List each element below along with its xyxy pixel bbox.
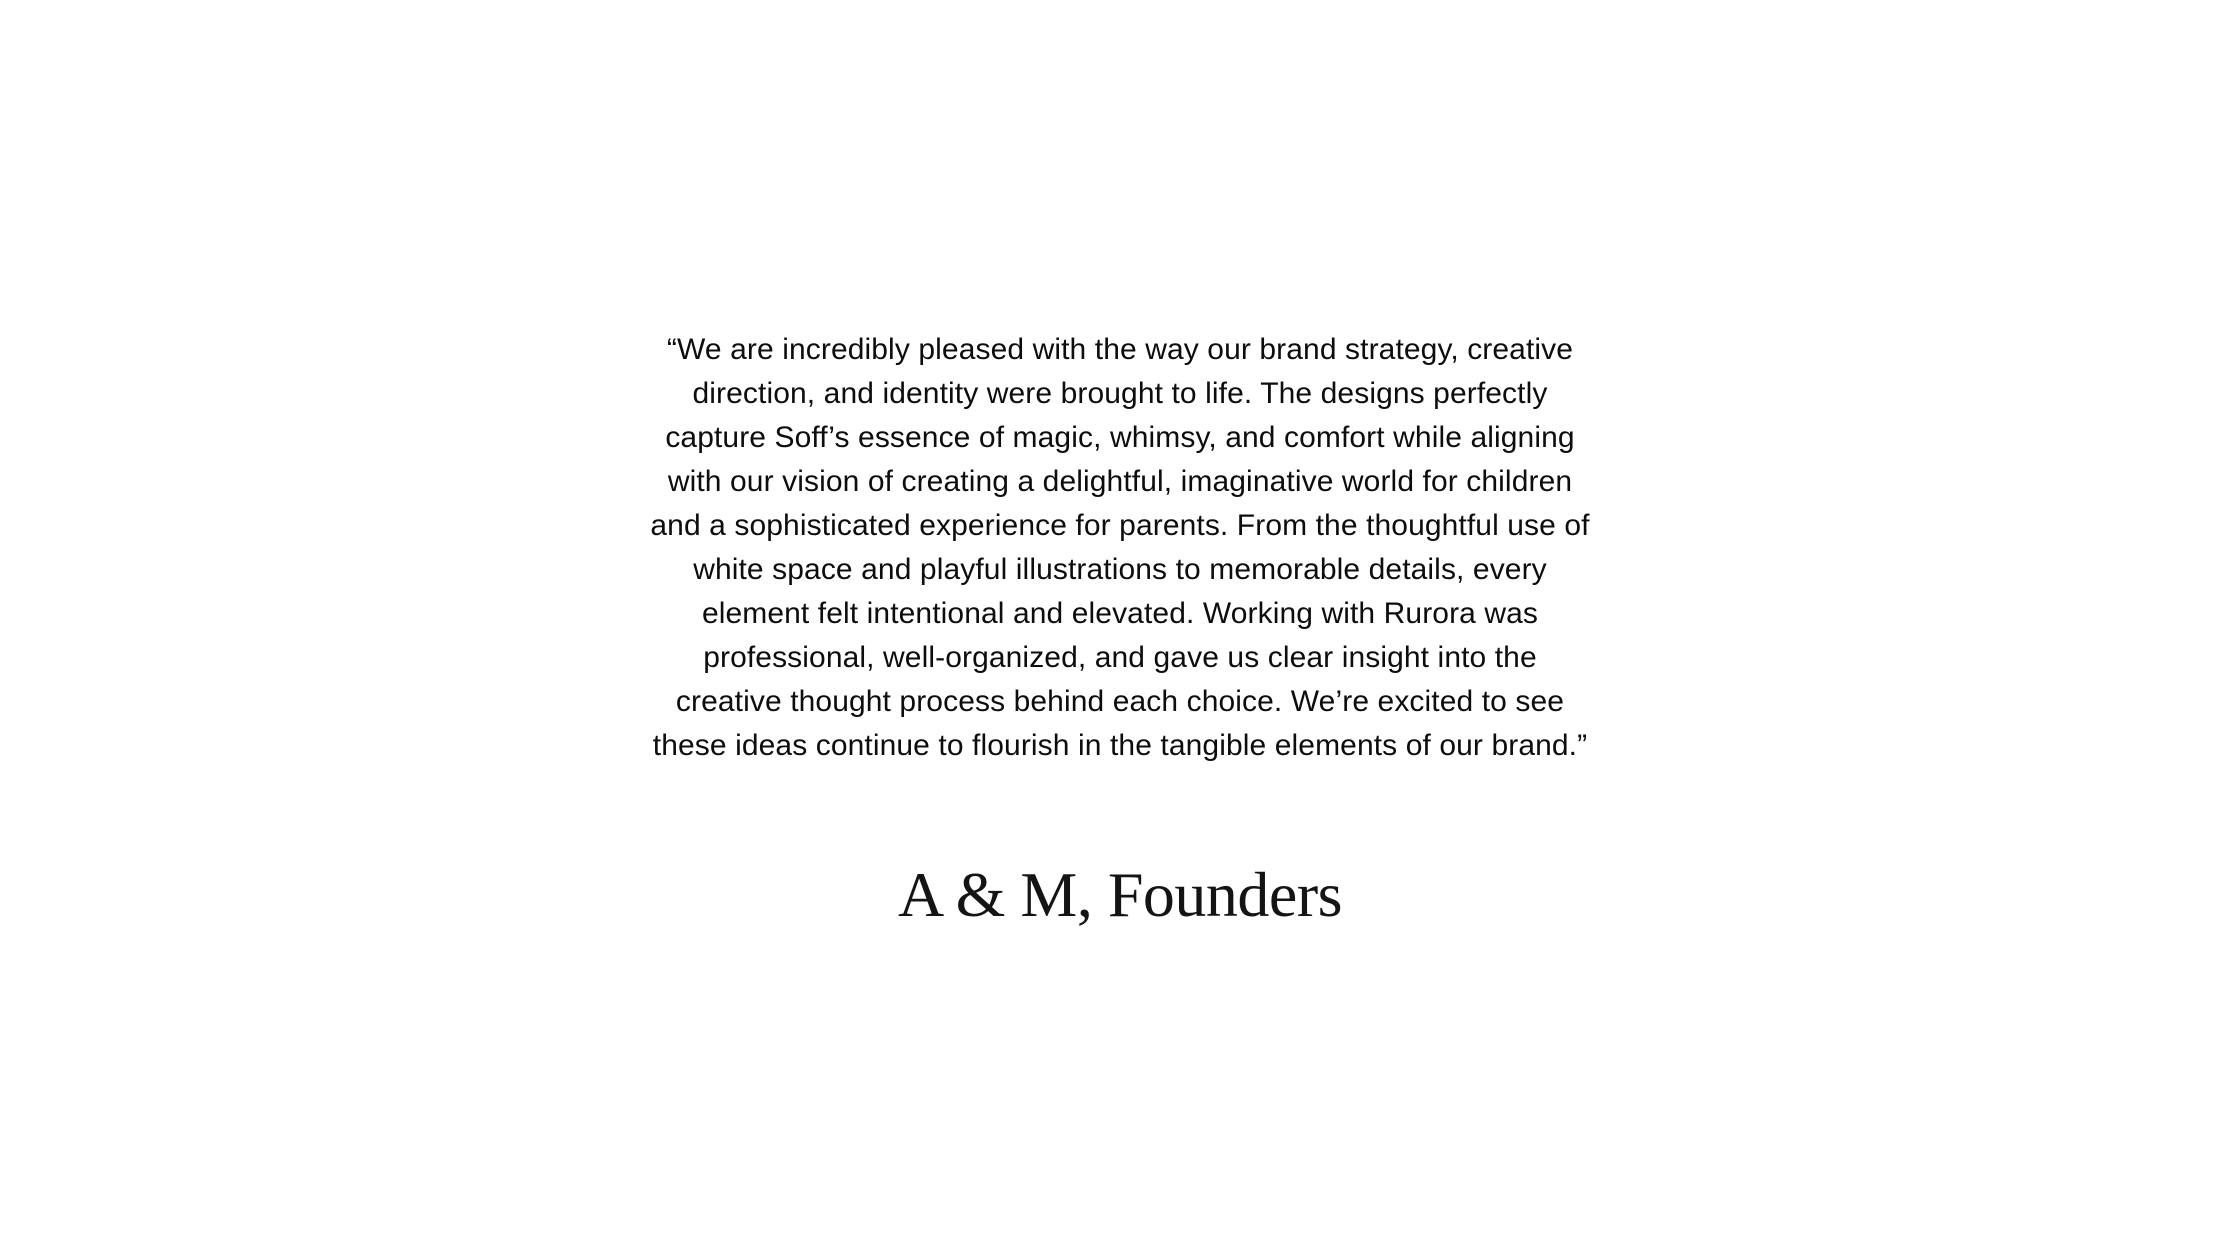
quote-line: creative thought process behind each choice. We’re excited to see (675, 684, 1565, 718)
testimonial-quote (650, 328, 1589, 768)
testimonial-block (650, 328, 1589, 933)
quote-line: white space and playful illustrations to memorable details, every (693, 552, 1547, 586)
quote-line: element felt intentional and elevated. Working with Rurora was (701, 596, 1539, 630)
testimonial-section (650, 328, 1589, 933)
quote-line: with our vision of creating a delightful, imaginative world for children (667, 464, 1573, 498)
quote-line: direction, and identity were brought to life. The designs perfectly (692, 376, 1548, 410)
quote-line: “We are incredibly pleased with the way our brand strategy, creative (666, 332, 1574, 366)
quote-line: professional, well-organized, and gave us clear insight into the (703, 640, 1537, 674)
quote-line: capture Soff’s essence of magic, whimsy, and comfort while aligning (665, 420, 1575, 454)
quote-line: and a sophisticated experience for parents. From the thoughtful use of (650, 508, 1590, 542)
quote-line: these ideas continue to flourish in the tangible elements of our brand.” (652, 728, 1588, 762)
testimonial-attribution: A & M, Founders (897, 858, 1343, 930)
